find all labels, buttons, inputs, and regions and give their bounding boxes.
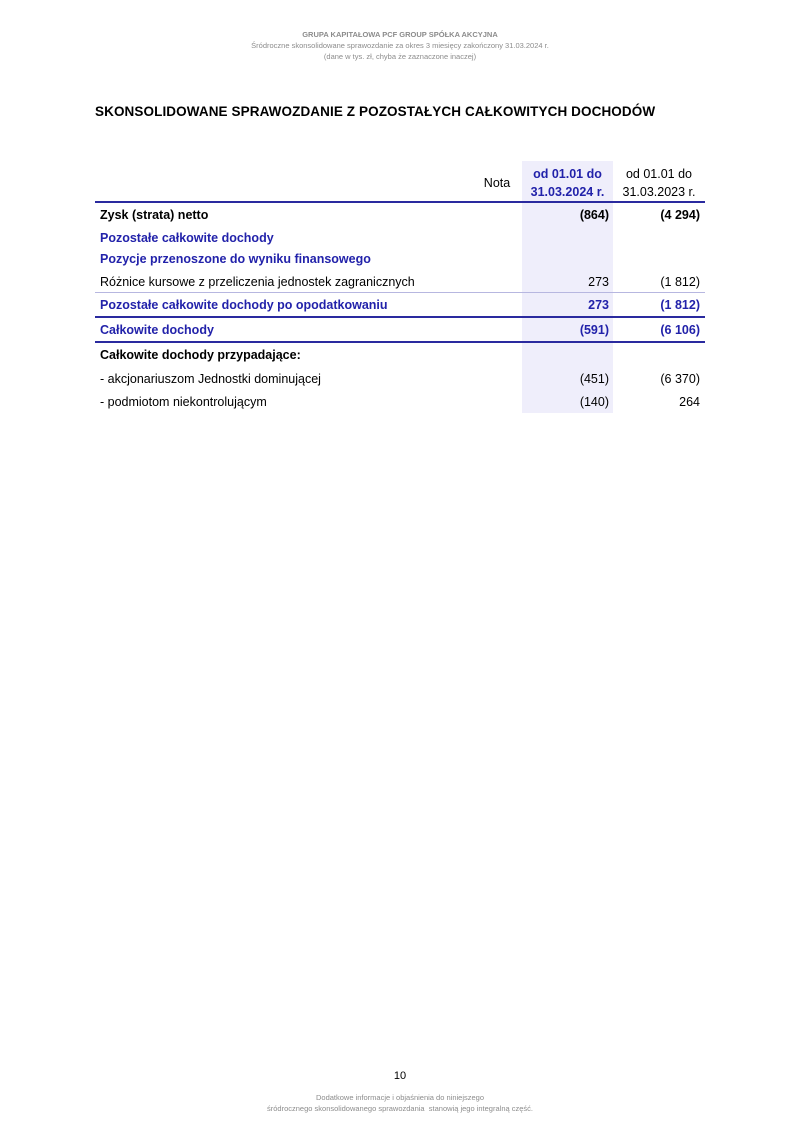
header-rule (95, 201, 705, 203)
page-header (0, 29, 800, 62)
page-footer (0, 1092, 800, 1114)
col-header-current: od 01.01 do 31.03.2024 r. (530, 167, 605, 199)
footer-line-1: Dodatkowe informacje i objaśnienia do niniejszego (315, 1093, 485, 1102)
row-value-prior: (4 294) (660, 208, 700, 222)
row-label-net-result: Zysk (strata) netto (100, 208, 209, 222)
col-header-nota: Nota (483, 176, 511, 190)
row-label-total-income: Całkowite dochody (100, 323, 214, 337)
row-value-prior: (1 812) (660, 298, 700, 312)
row-value-current: (451) (579, 372, 609, 386)
total-rule-bottom (95, 341, 705, 343)
row-value-current: (591) (579, 323, 609, 337)
row-label-other-income: Pozostałe całkowite dochody (100, 231, 274, 245)
row-label-fx-differences: Różnice kursowe z przeliczenia jednostek zagranicznych (100, 275, 415, 289)
col-header-prior: od 01.01 do 31.03.2023 r. (622, 167, 696, 199)
page-number: 10 (393, 1070, 407, 1082)
row-value-prior: (1 812) (660, 275, 700, 289)
row-value-current: 273 (588, 298, 609, 312)
row-value-current: (140) (579, 395, 609, 409)
row-value-current: 273 (588, 275, 609, 289)
row-value-prior: (6 370) (660, 372, 700, 386)
total-rule-top (95, 316, 705, 318)
statement-title: SKONSOLIDOWANE SPRAWOZDANIE Z POZOSTAŁYCH CAŁKOWITYCH DOCHODÓW (95, 104, 656, 119)
row-value-prior: (6 106) (660, 323, 700, 337)
company-name: GRUPA KAPITAŁOWA PCF GROUP SPÓŁKA AKCYJNA (302, 30, 498, 39)
row-label-attributable: Całkowite dochody przypadające: (100, 348, 301, 362)
row-label-other-income-after-tax: Pozostałe całkowite dochody po opodatkowaniu (100, 298, 388, 312)
comprehensive-income-table (95, 161, 705, 413)
footer-line-2: śródrocznego skonsolidowanego sprawozdania stanowią jego integralną część. (267, 1104, 533, 1113)
row-label-non-controlling: - podmiotom niekontrolującym (100, 395, 267, 409)
report-period: Śródroczne skonsolidowane sprawozdanie za okres 3 miesięcy zakończony 31.03.2024 r. (251, 41, 549, 50)
row-label-reclassified-items: Pozycje przenoszone do wyniku finansowego (100, 252, 371, 266)
row-value-current: (864) (579, 208, 609, 222)
row-value-prior: 264 (679, 395, 700, 409)
units-note: (dane w tys. zł, chyba że zaznaczone inaczej) (323, 52, 477, 61)
subtotal-rule (95, 292, 705, 293)
row-label-parent-shareholders: - akcjonariuszom Jednostki dominującej (100, 372, 321, 386)
